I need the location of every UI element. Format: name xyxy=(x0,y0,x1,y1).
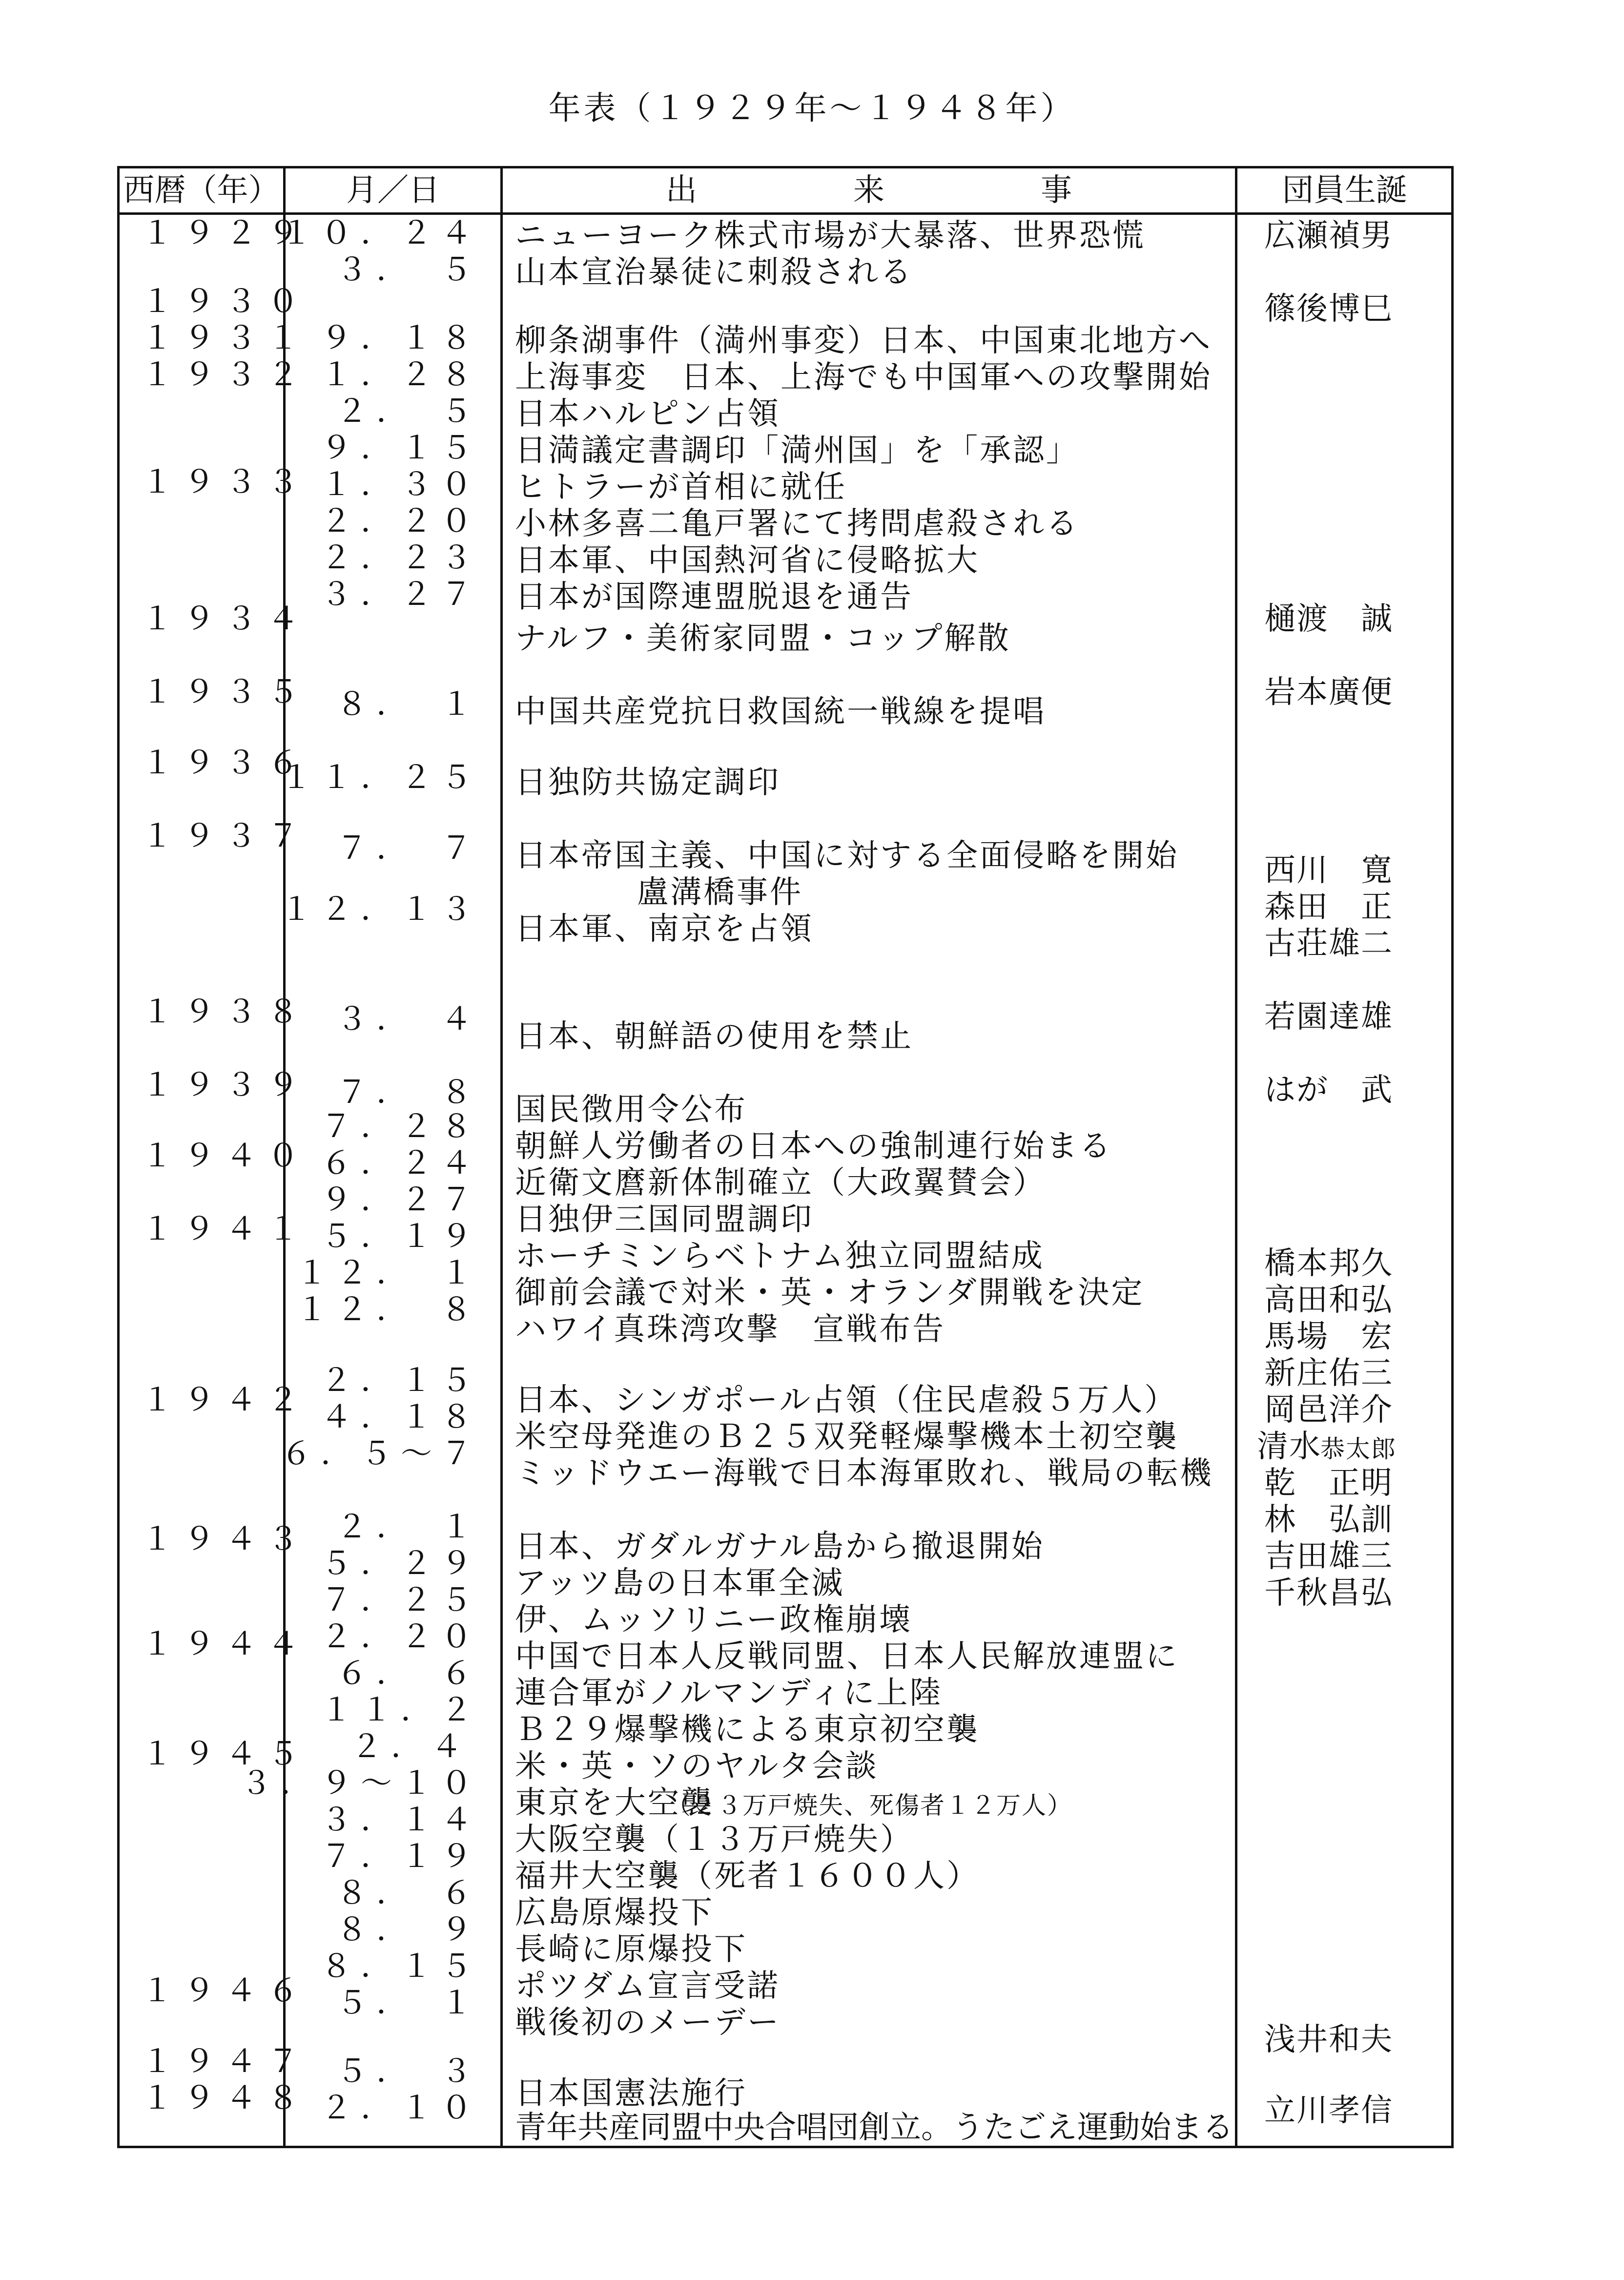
date-cell: ７．１９ xyxy=(321,1839,481,1875)
event-cell: 日本軍、南京を占領 xyxy=(515,911,814,947)
date-cell: ９．２７ xyxy=(321,1182,481,1218)
header-event: 出 来 事 xyxy=(666,172,1072,208)
date-cell: ６． ６ xyxy=(336,1656,481,1692)
year-cell: １９４６ xyxy=(142,1973,309,2009)
date-cell: ５．１９ xyxy=(321,1219,481,1255)
event-cell: 日本、ガダルガナル島から撤退開始 xyxy=(515,1529,1045,1565)
member-cell: 高田和弘 xyxy=(1264,1282,1393,1318)
member-cell: 岩本廣便 xyxy=(1264,674,1393,710)
date-cell: ４．１８ xyxy=(321,1399,481,1435)
header-member: 団員生誕 xyxy=(1282,172,1407,208)
date-cell: １１．２ xyxy=(321,1692,481,1728)
year-cell: １９３８ xyxy=(142,994,309,1030)
event-cell: 連合軍がノルマンディに上陸 xyxy=(515,1675,943,1711)
date-cell: ９．１８ xyxy=(321,320,481,356)
date-cell: １２． １ xyxy=(296,1255,481,1291)
event-cell: 広島原爆投下 xyxy=(515,1895,714,1931)
event-cell-note: （２３万戸焼失、死傷者１２万人） xyxy=(666,1791,1072,1820)
event-cell: 上海事変 日本、上海でも中国軍への攻撃開始 xyxy=(515,359,1212,395)
date-cell: ２．２０ xyxy=(321,503,481,539)
event-cell: 青年共産同盟中央合唱団創立。うたごえ運動始まる xyxy=(515,2110,1233,2146)
date-cell: ２．１０ xyxy=(321,2090,481,2126)
event-cell: 米空母発進のＢ２５双発軽爆撃機本土初空襲 xyxy=(515,1419,1179,1455)
event-cell: ヒトラーが首相に就任 xyxy=(515,469,847,505)
event-cell: 朝鮮人労働者の日本への強制連行始まる xyxy=(515,1128,1112,1164)
event-cell: 盧溝橋事件 xyxy=(637,874,803,911)
date-cell: ８． ９ xyxy=(336,1912,481,1948)
member-cell-small: 恭太郎 xyxy=(1320,1435,1397,1463)
member-cell: 新庄佑三 xyxy=(1264,1355,1393,1391)
event-cell: 長崎に原爆投下 xyxy=(515,1931,747,1968)
year-cell: １９４５ xyxy=(142,1736,309,1772)
member-cell: 広瀬禎男 xyxy=(1264,218,1393,254)
event-cell: 日本軍、中国熱河省に侵略拡大 xyxy=(515,542,980,579)
member-cell: 林 弘訓 xyxy=(1264,1502,1393,1538)
date-cell: ２．４ xyxy=(351,1729,471,1765)
year-cell: １９３７ xyxy=(142,818,309,854)
column-divider xyxy=(1235,166,1237,2148)
event-cell: ポツダム宣言受諾 xyxy=(515,1968,781,2004)
date-cell: １２．１３ xyxy=(281,891,481,928)
event-cell: アッツ島の日本軍全滅 xyxy=(515,1565,845,1601)
event-cell: 日満議定書調印「満州国」を「承認」 xyxy=(515,433,1079,469)
event-cell: 小林多喜二亀戸署にて拷問虐殺される xyxy=(515,506,1079,542)
date-cell: ６．２４ xyxy=(321,1145,481,1181)
date-cell: ６．５〜７ xyxy=(281,1436,481,1472)
member-cell: 千秋昌弘 xyxy=(1264,1575,1393,1611)
date-cell: ２．２３ xyxy=(321,540,481,576)
event-cell: ニューヨーク株式市場が大暴落、世界恐慌 xyxy=(515,218,1146,254)
year-cell: １９３５ xyxy=(142,674,309,710)
date-cell: ８．１５ xyxy=(321,1948,481,1985)
date-cell: ３．９〜１０ xyxy=(241,1765,481,1802)
member-cell: 乾 正明 xyxy=(1264,1465,1393,1501)
event-cell: 日本国憲法施行 xyxy=(515,2075,747,2112)
event-cell: 日本ハルピン占領 xyxy=(515,396,781,432)
date-cell: １０．２４ xyxy=(281,215,481,251)
event-cell: 日本、朝鮮語の使用を禁止 xyxy=(515,1018,913,1055)
event-cell: 米・英・ソのヤルタ会談 xyxy=(515,1748,879,1784)
year-cell: １９３３ xyxy=(142,464,309,500)
event-cell: 福井大空襲（死者１６００人） xyxy=(515,1858,980,1894)
event-cell: 大阪空襲（１３万戸焼失） xyxy=(515,1822,913,1858)
year-cell: １９３１ xyxy=(142,320,309,356)
date-cell: ７．２５ xyxy=(321,1582,481,1618)
header-year: 西暦（年） xyxy=(123,172,280,208)
event-cell: 伊、ムッソリニー政権崩壊 xyxy=(515,1602,913,1638)
event-cell: Ｂ２９爆撃機による東京初空襲 xyxy=(515,1712,980,1748)
event-cell: 近衛文麿新体制確立（大政翼賛会） xyxy=(515,1165,1046,1201)
date-cell: １２． ８ xyxy=(296,1292,481,1328)
year-cell: １９４０ xyxy=(142,1138,309,1174)
year-cell: １９３９ xyxy=(142,1067,309,1103)
event-cell: 東京を大空襲 xyxy=(515,1785,714,1821)
year-cell: １９２９ xyxy=(142,215,309,251)
date-cell: ５． １ xyxy=(336,1985,481,2021)
column-divider xyxy=(500,166,503,2148)
event-cell: 日本帝国主義、中国に対する全面侵略を開始 xyxy=(515,838,1179,874)
event-cell: ホーチミンらベトナム独立同盟結成 xyxy=(515,1238,1045,1274)
year-cell: １９４８ xyxy=(142,2080,309,2116)
date-cell: ３． ４ xyxy=(336,1001,481,1037)
member-cell: 清水 xyxy=(1257,1429,1321,1465)
year-cell: １９３４ xyxy=(142,601,309,637)
page-title: 年表（１９２９年〜１９４８年） xyxy=(548,89,1076,127)
member-cell: 馬場 宏 xyxy=(1264,1319,1393,1355)
year-cell: １９４３ xyxy=(142,1521,309,1557)
date-cell: １１．２５ xyxy=(281,760,481,796)
event-cell: 御前会議で対米・英・オランダ開戦を決定 xyxy=(515,1275,1145,1311)
member-cell: はが 武 xyxy=(1264,1072,1393,1108)
year-cell: １９４１ xyxy=(142,1211,309,1247)
member-cell: 樋渡 誠 xyxy=(1264,601,1393,637)
event-cell: 戦後初のメーデー xyxy=(515,2005,781,2041)
year-cell: １９４４ xyxy=(142,1626,309,1662)
date-cell: ７． ８ xyxy=(336,1075,481,1111)
event-cell: 国民徴用令公布 xyxy=(515,1092,747,1128)
member-cell: 岡邑洋介 xyxy=(1264,1392,1393,1428)
date-cell: ２．２０ xyxy=(321,1619,481,1655)
event-cell: 柳条湖事件（満州事変）日本、中国東北地方へ xyxy=(515,323,1212,359)
year-cell: １９３２ xyxy=(142,357,309,393)
date-cell: ３． ５ xyxy=(336,252,481,288)
event-cell: ハワイ真珠湾攻撃 宣戦布告 xyxy=(515,1311,946,1347)
date-cell: ５．２９ xyxy=(321,1546,481,1582)
date-cell: ３．２７ xyxy=(321,577,481,613)
event-cell: 日独防共協定調印 xyxy=(515,765,781,801)
event-cell: 中国で日本人反戦同盟、日本人民解放連盟に xyxy=(515,1638,1179,1675)
member-cell: 立川孝信 xyxy=(1264,2093,1393,2129)
date-cell: ２． ５ xyxy=(336,394,481,430)
date-cell: ８． ６ xyxy=(336,1875,481,1911)
member-cell: 橋本邦久 xyxy=(1264,1245,1393,1282)
event-cell: 日本、シンガポール占領（住民虐殺５万人） xyxy=(515,1382,1178,1418)
event-cell: 山本宣治暴徒に刺殺される xyxy=(515,254,913,290)
date-cell: ７． ７ xyxy=(336,830,481,867)
event-cell: ミッドウエー海戦で日本海軍敗れ、戦局の転機 xyxy=(515,1455,1213,1492)
date-cell: ７．２８ xyxy=(321,1109,481,1145)
date-cell: １．３０ xyxy=(321,467,481,503)
event-cell: 日本が国際連盟脱退を通告 xyxy=(515,579,913,615)
event-cell: ナルフ・美術家同盟・コップ解散 xyxy=(515,621,1011,657)
member-cell: 若園達雄 xyxy=(1264,999,1393,1035)
event-cell: 中国共産党抗日救国統一戦線を提唱 xyxy=(515,694,1046,730)
date-cell: １．２８ xyxy=(321,357,481,393)
year-cell: １９４７ xyxy=(142,2044,309,2080)
year-cell: １９３６ xyxy=(142,745,309,781)
year-cell: １９４２ xyxy=(142,1382,309,1418)
member-cell: 古荘雄二 xyxy=(1264,926,1393,962)
header-date: 月／日 xyxy=(346,172,440,208)
date-cell: ２．１５ xyxy=(321,1363,481,1399)
year-cell: １９３０ xyxy=(142,284,309,320)
member-cell: 西川 寛 xyxy=(1264,852,1393,889)
date-cell: ５． ３ xyxy=(336,2053,481,2090)
member-cell: 森田 正 xyxy=(1264,889,1393,925)
event-cell: 日独伊三国同盟調印 xyxy=(515,1202,814,1238)
member-cell: 篠後博巳 xyxy=(1264,291,1393,327)
date-cell: ８． １ xyxy=(336,686,481,723)
date-cell: ２． １ xyxy=(336,1509,481,1545)
member-cell: 浅井和夫 xyxy=(1264,2022,1393,2058)
member-cell: 吉田雄三 xyxy=(1264,1538,1393,1575)
date-cell: ９．１５ xyxy=(321,430,481,466)
date-cell: ３．１４ xyxy=(321,1802,481,1838)
